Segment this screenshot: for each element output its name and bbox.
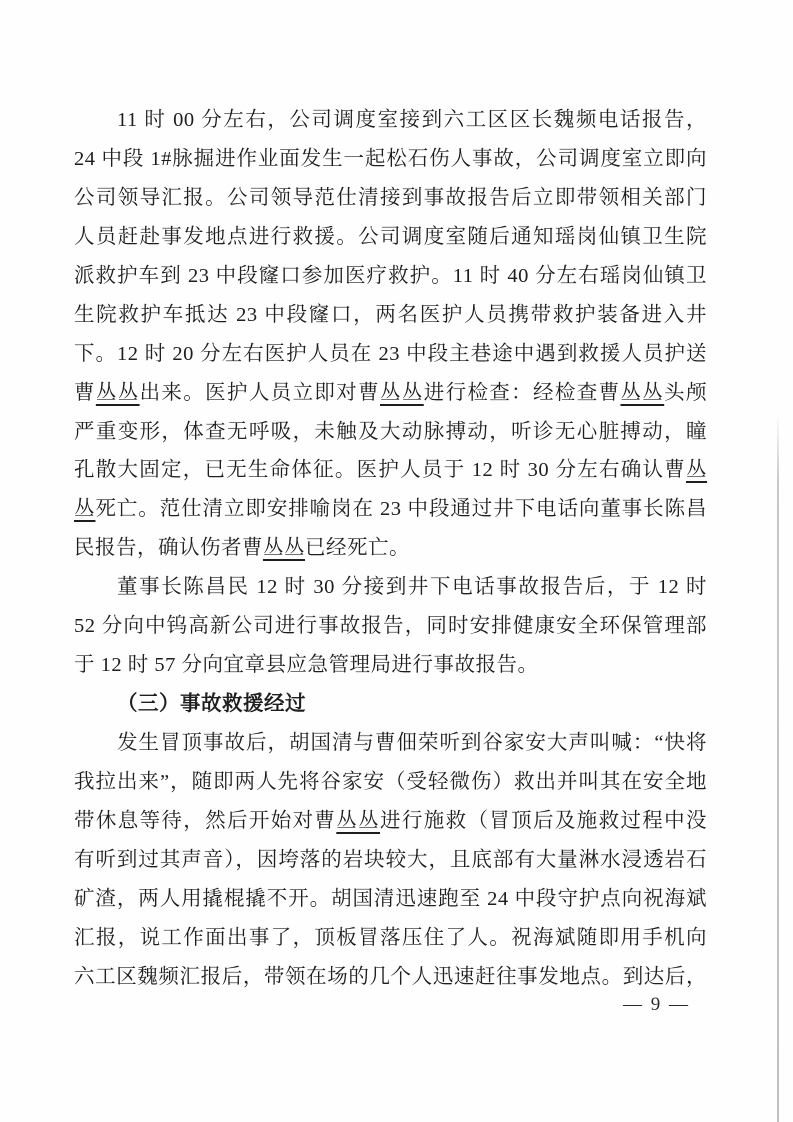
text-segment: 头颅	[664, 381, 707, 404]
document-body	[74, 101, 707, 997]
text-segment: 进行施救（冒顶后及施救过程中没	[380, 809, 707, 832]
text-line-14	[74, 607, 707, 646]
scan-edge-artifact	[777, 413, 779, 1122]
underlined-name: 丛丛	[380, 381, 424, 404]
text-line-22	[74, 919, 707, 958]
text-line-10	[74, 451, 707, 490]
text-segment: 已经死亡。	[305, 537, 410, 560]
text-segment: 下。12 时 20 分左右医护人员在 23 中段主巷途中遇到救援人员护送	[74, 342, 707, 365]
text-segment: 六工区魏频汇报后，带领在场的几个人迅速赶往事发地点。到达后，	[74, 965, 707, 988]
text-segment: 汇报，说工作面出事了，顶板冒落压住了人。祝海斌随即用手机向	[74, 926, 707, 949]
underlined-name: 丛丛	[263, 537, 305, 560]
text-line-19	[74, 802, 707, 841]
text-segment: 矿渣，两人用撬棍撬不开。胡国清迅速跑至 24 中段守护点向祝海斌	[74, 887, 707, 910]
text-line-16	[74, 685, 707, 724]
text-segment: 发生冒顶事故后，胡国清与曹佃荣听到谷家安大声叫喊：“快将	[117, 732, 707, 754]
text-segment: 曹	[74, 381, 96, 404]
text-segment: 于 12 时 57 分向宜章县应急管理局进行事故报告。	[74, 654, 539, 677]
text-line-21	[74, 880, 707, 919]
text-line-5	[74, 257, 707, 296]
text-segment: 生院救护车抵达 23 中段窿口，两名医护人员携带救护装备进入井	[74, 303, 707, 326]
underlined-name: 丛丛	[95, 381, 140, 404]
text-line-18	[74, 763, 707, 802]
underlined-name: 丛丛	[336, 809, 381, 832]
text-line-1	[74, 101, 707, 140]
text-line-4	[74, 218, 707, 257]
text-line-13	[74, 568, 707, 607]
text-segment: 出来。医护人员立即对曹	[139, 381, 381, 404]
text-segment: 派救护车到 23 中段窿口参加医疗救护。11 时 40 分左右瑶岗仙镇卫	[74, 264, 707, 287]
text-line-9	[74, 413, 707, 452]
text-line-2	[74, 140, 707, 179]
text-segment: 带休息等待，然后开始对曹	[74, 809, 337, 832]
text-segment: 52 分向中钨高新公司进行事故报告，同时安排健康安全环保管理部	[74, 615, 707, 638]
text-line-8	[74, 374, 707, 413]
text-segment: 死亡。范仕清立即安排喻岗在 23 中段通过井下电话向董事长陈昌	[95, 498, 707, 521]
underlined-name: 丛	[686, 459, 707, 482]
text-segment: 严重变形，体查无呼吸，未触及大动脉搏动，听诊无心脏搏动，瞳	[74, 420, 707, 443]
text-segment: 11 时 00 分左右，公司调度室接到六工区区长魏频电话报告，	[117, 109, 707, 131]
page-number: — 9 —	[623, 994, 690, 1015]
text-line-7	[74, 335, 707, 374]
text-segment: 24 中段 1#脉掘进作业面发生一起松石伤人事故，公司调度室立即向	[74, 147, 707, 170]
text-segment: 进行检查：经检查曹	[423, 381, 621, 404]
text-line-3	[74, 179, 707, 218]
text-segment: 人员赶赴事发地点进行救援。公司调度室随后通知瑶岗仙镇卫生院	[74, 225, 707, 248]
underlined-name: 丛丛	[620, 381, 665, 404]
text-segment: 有听到过其声音），因垮落的岩块较大，且底部有大量淋水浸透岩石	[74, 848, 707, 871]
text-line-11	[74, 490, 707, 529]
text-line-17	[74, 724, 707, 763]
text-line-23	[74, 958, 707, 997]
text-line-15	[74, 646, 707, 685]
text-segment: 孔散大固定，已无生命体征。医护人员于 12 时 30 分左右确认曹	[74, 459, 686, 482]
text-segment: （三）事故救援经过	[117, 693, 306, 716]
text-segment: 我拉出来”，随即两人先将谷家安（受轻微伤）救出并叫其在安全地	[74, 770, 707, 793]
text-segment: 公司领导汇报。公司领导范仕清接到事故报告后立即带领相关部门	[74, 186, 707, 209]
text-segment: 董事长陈昌民 12 时 30 分接到井下电话事故报告后，于 12 时	[117, 576, 707, 599]
text-line-12	[74, 529, 707, 568]
text-segment: 民报告，确认伤者曹	[74, 537, 263, 560]
text-line-6	[74, 296, 707, 335]
underlined-name: 丛	[74, 498, 96, 521]
text-line-20	[74, 841, 707, 880]
